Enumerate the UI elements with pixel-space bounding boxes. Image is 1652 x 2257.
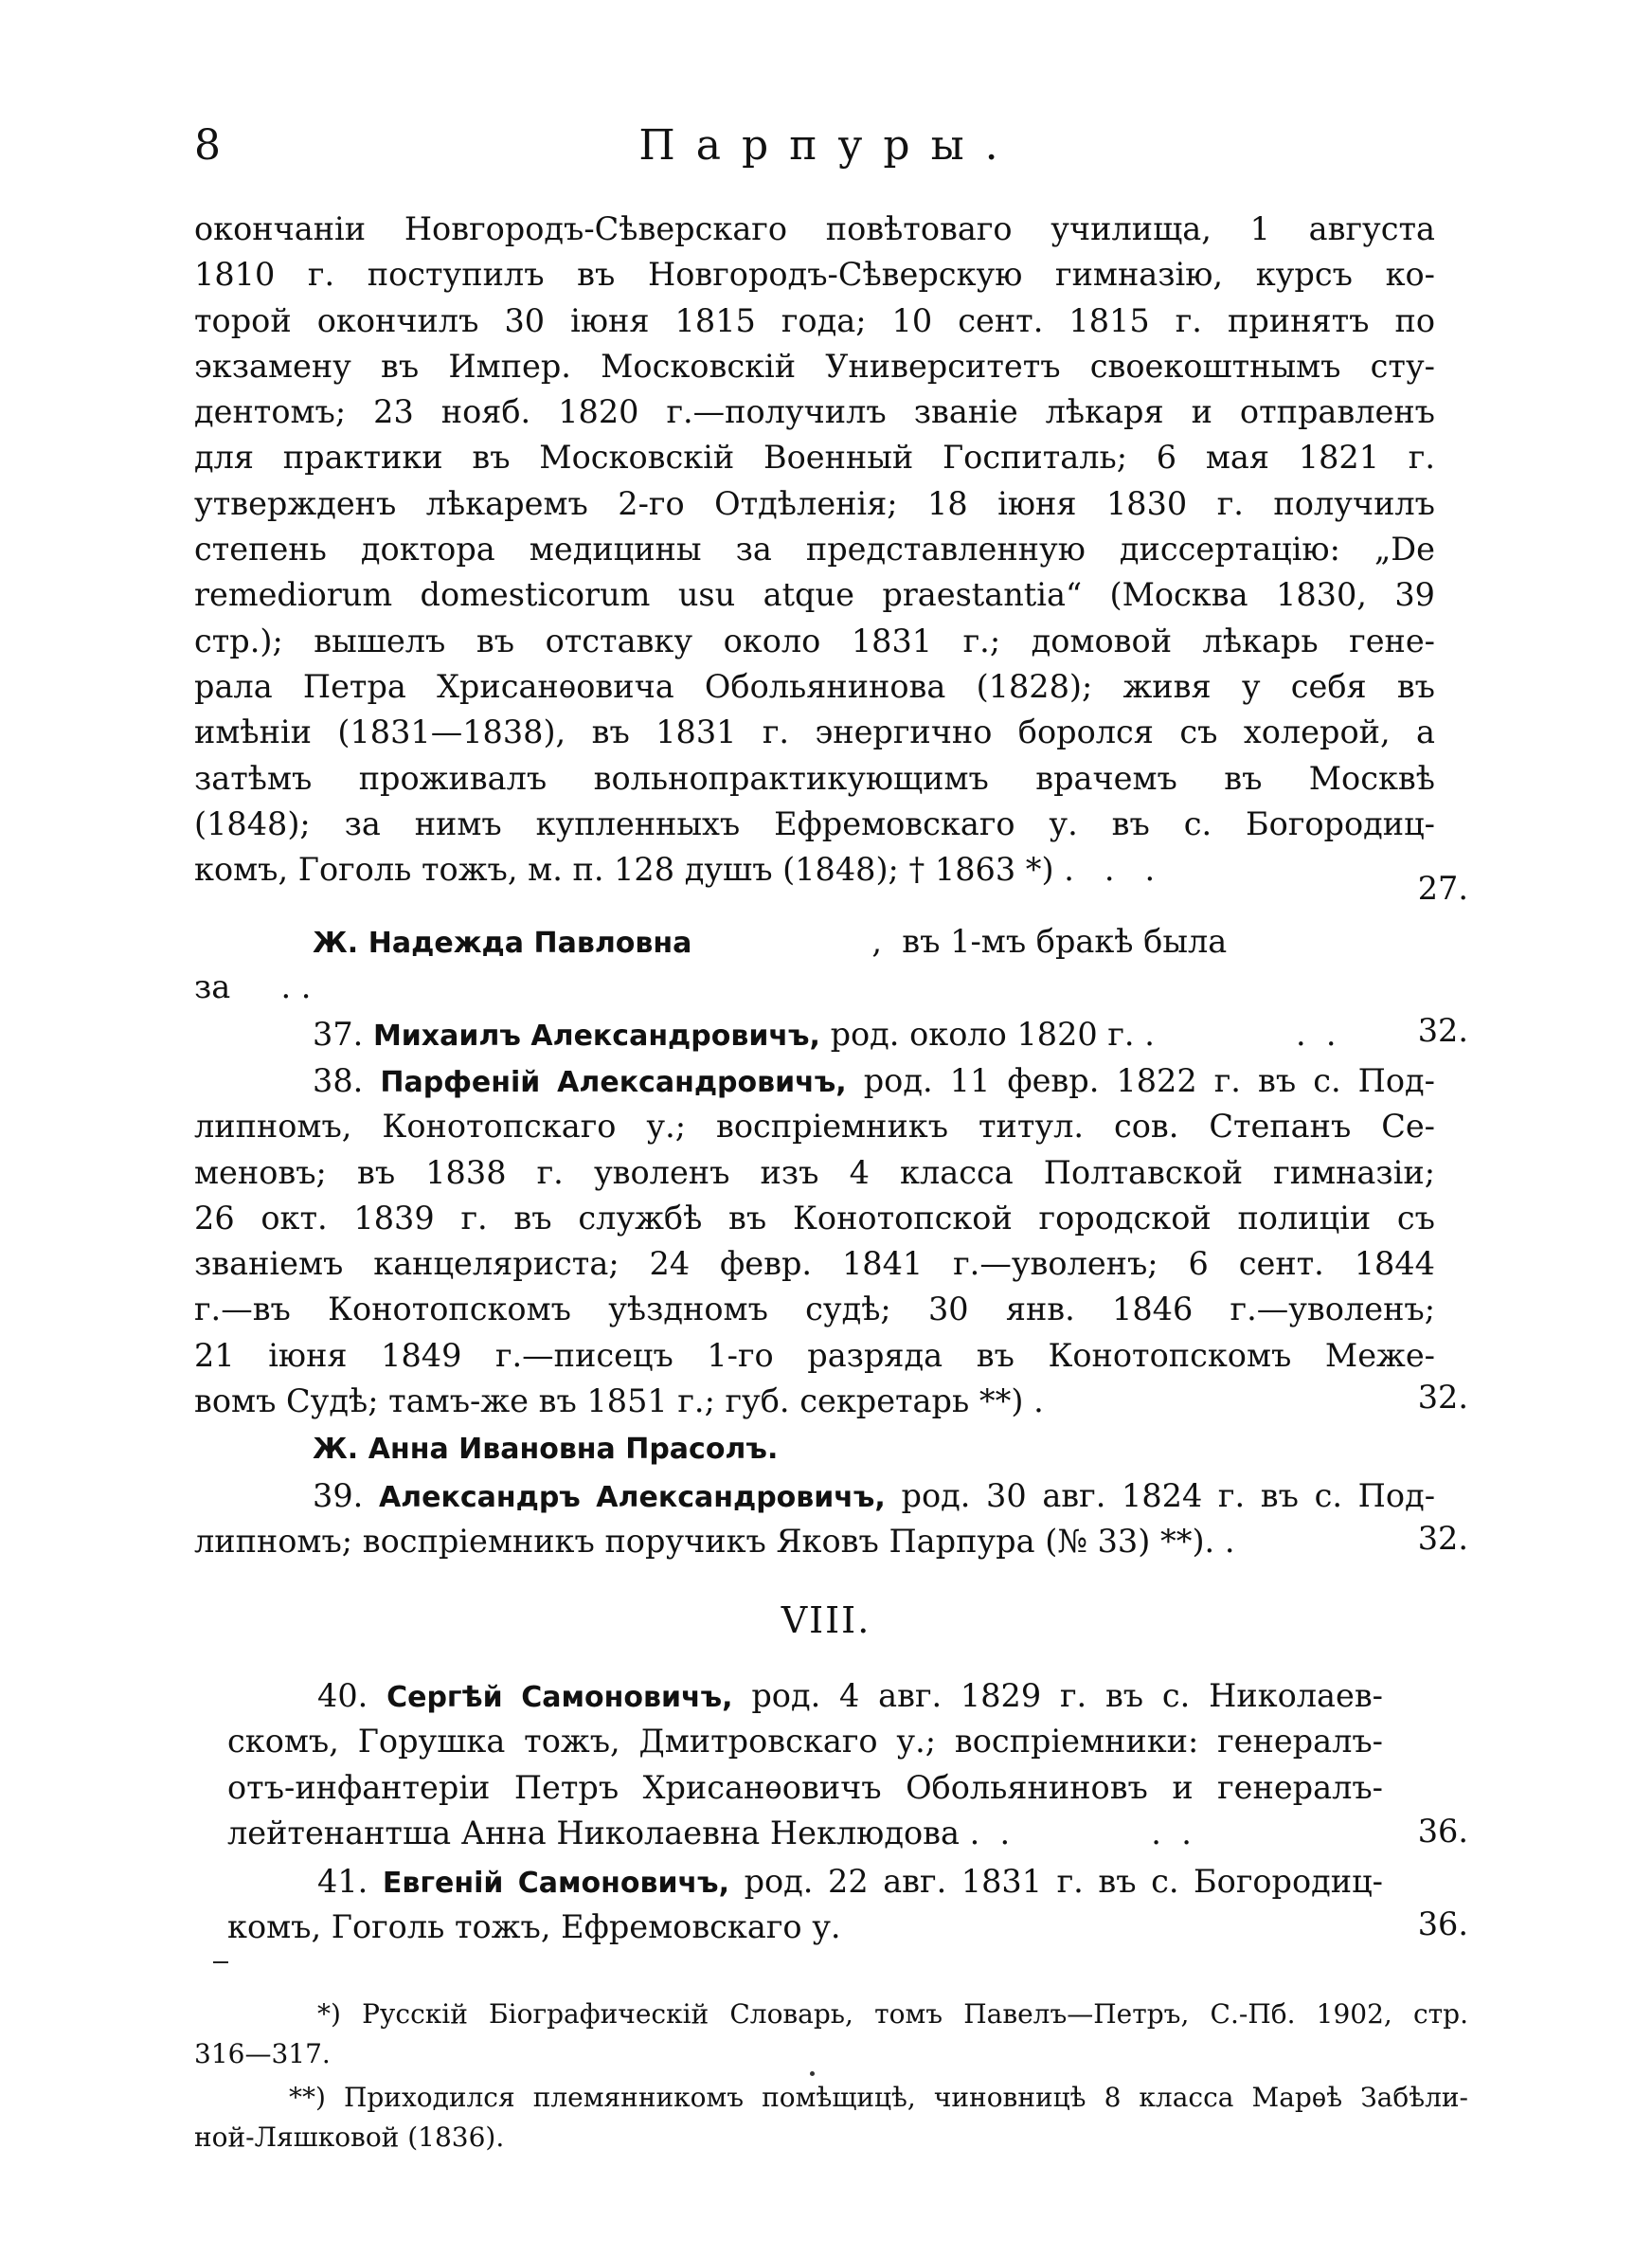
footnote-line: ной-Ляшковой (1836).	[194, 2122, 505, 2153]
person-name: Анна Ивановна Прасолъ.	[368, 1433, 779, 1466]
text-line: 1810 г. поступилъ въ Новгородъ-Сѣверскую гимназію, курсъ ко-	[194, 256, 1435, 294]
entry-number: 38.	[313, 1062, 364, 1099]
text-line: remediorum domesticorum usu atque praestantia“ (Москва 1830, 39	[194, 576, 1435, 614]
reference-number: 36.	[1417, 1905, 1468, 1942]
text-line: отъ-инфантеріи Петръ Хрисанѳовичъ Обольяниновъ и генералъ-	[227, 1768, 1383, 1806]
text-line: г.—въ Конотопскомъ уѣздномъ судѣ; 30 янв. 1846 г.—уволенъ;	[194, 1291, 1435, 1328]
entry-39	[194, 1473, 1435, 1565]
wife-prefix: Ж.	[313, 1433, 359, 1466]
text-line: званіемъ канцеляриста; 24 февр. 1841 г.—уволенъ; 6 сент. 1844	[194, 1245, 1435, 1283]
entry-number: 37.	[313, 1016, 364, 1053]
reference-number: 36.	[1417, 1813, 1468, 1850]
text-line: дентомъ; 23 нояб. 1820 г.—получилъ званіе лѣкаря и отправленъ	[194, 393, 1435, 431]
text-line: для практики въ Московскій Военный Госпиталь; 6 мая 1821 г.	[194, 439, 1435, 477]
entry-37	[194, 1012, 1378, 1057]
entry-number: 41.	[317, 1863, 368, 1900]
page-header	[194, 121, 1463, 178]
footnote-1	[194, 1995, 1468, 2074]
wife-text: , въ 1-мъ бракѣ была	[871, 923, 1228, 960]
text-line: степень доктора медицины за представленную диссертацію: „De	[194, 531, 1435, 569]
separator-mark	[213, 1961, 228, 1963]
person-name: Надежда Павловна	[368, 927, 692, 960]
entry-41	[227, 1859, 1383, 1951]
text-line: скомъ, Горушка тожъ, Дмитровскаго у.; воспріемники: генералъ-	[227, 1723, 1383, 1760]
person-name: Евгеній Самоновичъ,	[382, 1867, 729, 1900]
reference-number: 32.	[1417, 1520, 1468, 1557]
paragraph-continuation	[194, 207, 1435, 893]
text-line: утвержденъ лѣкаремъ 2-го Отдѣленія; 18 іюня 1830 г. получилъ	[194, 484, 1435, 522]
text-line: торой окончилъ 30 іюня 1815 года; 10 сент. 1815 г. принятъ по	[194, 301, 1435, 339]
page-number: 8	[194, 121, 221, 170]
text-line: 21 іюня 1849 г.—писецъ 1-го разряда въ Конотопскомъ Меже-	[194, 1336, 1435, 1374]
text-line: стр.); вышелъ въ отставку около 1831 г.; домовой лѣкарь гене-	[194, 622, 1435, 659]
text-line: 26 окт. 1839 г. въ службѣ въ Конотопской городской полиціи съ	[194, 1199, 1435, 1237]
text-line: меновъ; въ 1838 г. уволенъ изъ 4 класса Полтавской гимназіи;	[194, 1153, 1435, 1191]
reference-number: 32.	[1417, 1012, 1468, 1049]
text-line: лейтенантша Анна Николаевна Неклюдова . . . .	[227, 1814, 1192, 1851]
entry-text: род. около 1820 г. . . .	[830, 1016, 1337, 1053]
text-line: липномъ; воспріемникъ поручикъ Яковъ Парпура (№ 33) **). .	[194, 1523, 1235, 1561]
wife-entry	[194, 1425, 1435, 1471]
person-name: Александръ Александровичъ,	[378, 1481, 886, 1514]
entry-text: род. 30 авг. 1824 г. въ с. Под-	[901, 1477, 1436, 1514]
footnote-line: **) Приходился племянникомъ помѣщицѣ, чиновницѣ 8 класса Марѳѣ Забѣли-	[289, 2082, 1468, 2113]
wife-entry	[194, 919, 1369, 1011]
person-name: Михаилъ Александровичъ,	[372, 1020, 820, 1053]
text-line: рала Петра Хрисанѳовича Обольянинова (1828); живя у себя въ	[194, 667, 1435, 705]
running-title: Парпуры.	[638, 121, 1019, 170]
entry-text: род. 4 авг. 1829 г. въ с. Николаев-	[751, 1677, 1384, 1714]
text-line: (1848); за нимъ купленныхъ Ефремовскаго у. въ с. Богородиц-	[194, 804, 1435, 842]
text-line: имѣніи (1831—1838), въ 1831 г. энергично боролся съ холерой, а	[194, 713, 1435, 751]
text-line: за . .	[194, 968, 312, 1006]
print-speck	[810, 2071, 815, 2076]
section-heading: VIII.	[781, 1599, 871, 1641]
footnote-line: *) Русскій Біографическій Словарь, томъ Павелъ—Петръ, С.-Пб. 1902, стр.	[317, 1998, 1468, 2030]
text-line: комъ, Гоголь тожъ, м. п. 128 душъ (1848); † 1863 *) . . .	[194, 851, 1156, 889]
wife-prefix: Ж.	[313, 927, 359, 960]
text-line: липномъ, Конотопскаго у.; воспріемникъ титул. сов. Степанъ Се-	[194, 1108, 1435, 1146]
reference-number: 27.	[1417, 870, 1468, 907]
text-line: экзамену въ Импер. Московскій Университетъ своекоштнымъ сту-	[194, 347, 1435, 385]
footnote-2	[194, 2078, 1468, 2158]
reference-number: 32.	[1417, 1379, 1468, 1416]
entry-text: род. 11 февр. 1822 г. въ с. Под-	[863, 1062, 1435, 1099]
footnote-line: 316—317.	[194, 2038, 331, 2069]
text-line: вомъ Судѣ; тамъ-же въ 1851 г.; губ. секретарь **) .	[194, 1382, 1044, 1420]
entry-number: 39.	[313, 1477, 364, 1514]
entry-38	[194, 1058, 1435, 1424]
person-name: Сергѣй Самоновичъ,	[386, 1681, 733, 1714]
person-name: Парфеній Александровичъ,	[380, 1066, 847, 1099]
entry-text: род. 22 авг. 1831 г. въ с. Богородиц-	[744, 1863, 1383, 1900]
text-line: комъ, Гоголь тожъ, Ефремовскаго у.	[227, 1908, 841, 1946]
entry-40	[227, 1673, 1383, 1856]
text-line: затѣмъ проживалъ вольнопрактикующимъ врачемъ въ Москвѣ	[194, 759, 1435, 797]
entry-number: 40.	[317, 1677, 368, 1714]
text-line: окончаніи Новгородъ-Сѣверскаго повѣтоваго училища, 1 августа	[194, 210, 1435, 247]
